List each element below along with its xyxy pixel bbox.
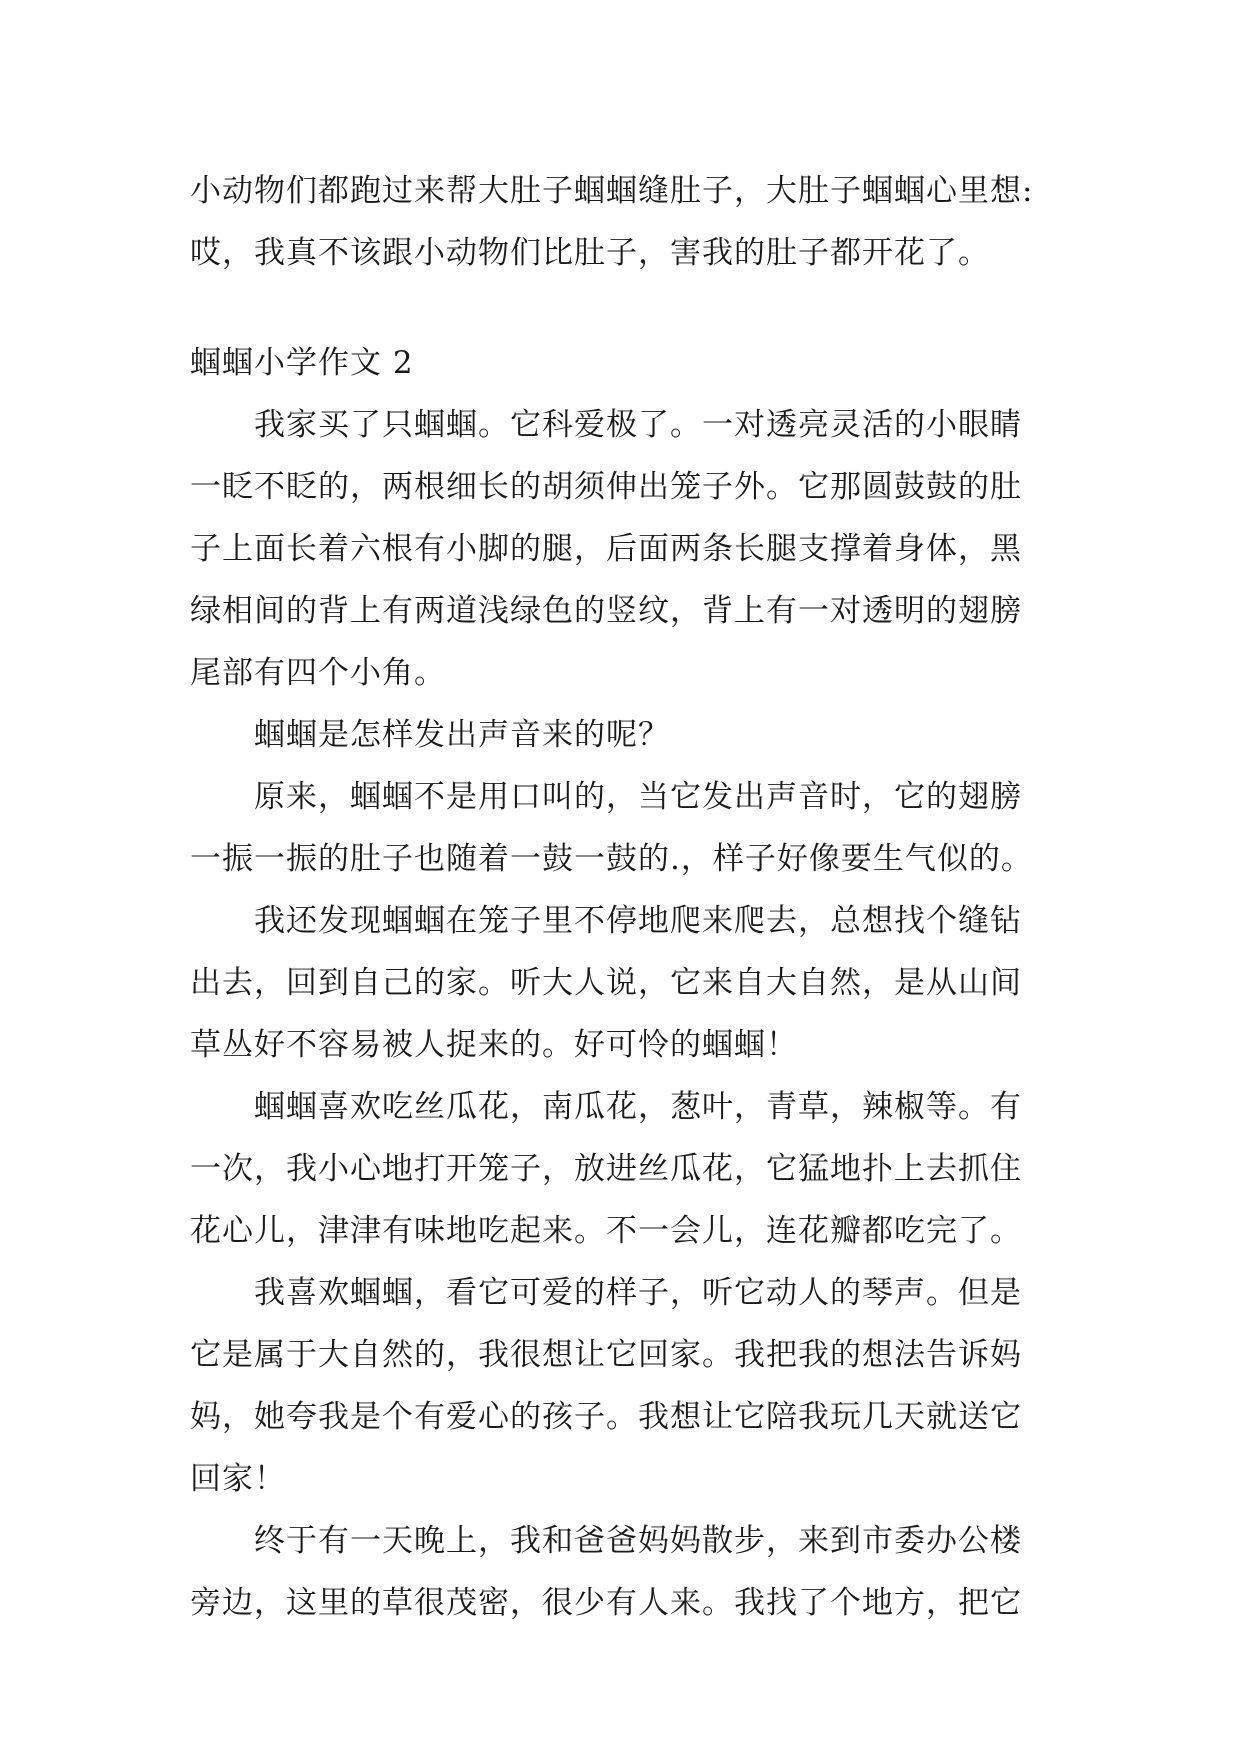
paragraph	[190, 1510, 1070, 1634]
text-line: 一次，我小心地打开笼子，放进丝瓜花，它猛地扑上去抓住	[190, 1151, 1022, 1187]
text-line: 原来，蝈蝈不是用口叫的，当它发出声音时，它的翅膀	[254, 779, 1022, 815]
text-line: 哎，我真不该跟小动物们比肚子，害我的肚子都开花了。	[190, 235, 990, 271]
text-line: 妈，她夸我是个有爱心的孩子。我想让它陪我玩几天就送它	[190, 1399, 1022, 1435]
text-line: 我还发现蝈蝈在笼子里不停地爬来爬去，总想找个缝钻	[254, 903, 1022, 939]
text-line: 草丛好不容易被人捉来的。好可怜的蝈蝈！	[190, 1027, 798, 1063]
text-line: 出去，回到自己的家。听大人说，它来自大自然，是从山间	[190, 965, 1022, 1001]
document-body	[190, 160, 1070, 1634]
text-line: 蝈蝈是怎样发出声音来的呢？	[254, 717, 670, 753]
paragraph	[190, 766, 1070, 890]
paragraph	[190, 890, 1070, 1076]
text-line: 蝈蝈喜欢吃丝瓜花，南瓜花，葱叶，青草，辣椒等。有	[254, 1089, 1022, 1125]
text-line: 旁边，这里的草很茂密，很少有人来。我找了个地方，把它	[190, 1585, 1022, 1621]
paragraph	[190, 704, 1070, 766]
text-line: 绿相间的背上有两道浅绿色的竖纹，背上有一对透明的翅膀	[190, 593, 1022, 629]
text-line: 我喜欢蝈蝈，看它可爱的样子，听它动人的琴声。但是	[254, 1275, 1022, 1311]
text-line: 终于有一天晚上，我和爸爸妈妈散步，来到市委办公楼	[254, 1523, 1022, 1559]
text-line: 花心儿，津津有味地吃起来。不一会儿，连花瓣都吃完了。	[190, 1213, 1022, 1249]
text-line: 我家买了只蝈蝈。它科爱极了。一对透亮灵活的小眼睛	[254, 407, 1022, 443]
paragraph	[190, 1076, 1070, 1262]
text-line: 一振一振的肚子也随着一鼓一鼓的.，样子好像要生气似的。	[190, 841, 1033, 877]
paragraph	[190, 394, 1070, 704]
paragraph-gap	[190, 284, 1070, 332]
text-line: 小动物们都跑过来帮大肚子蝈蝈缝肚子，大肚子蝈蝈心里想:	[190, 173, 1034, 209]
paragraph	[190, 1262, 1070, 1510]
text-line: 它是属于大自然的，我很想让它回家。我把我的想法告诉妈	[190, 1337, 1022, 1373]
text-line: 一眨不眨的，两根细长的胡须伸出笼子外。它那圆鼓鼓的肚	[190, 469, 1022, 505]
text-line: 尾部有四个小角。	[190, 655, 446, 691]
intro-paragraph	[190, 160, 1070, 284]
text-line: 子上面长着六根有小脚的腿，后面两条长腿支撑着身体，黑	[190, 531, 1022, 567]
section-title: 蝈蝈小学作文 2	[190, 345, 414, 381]
text-line: 回家！	[190, 1461, 286, 1497]
